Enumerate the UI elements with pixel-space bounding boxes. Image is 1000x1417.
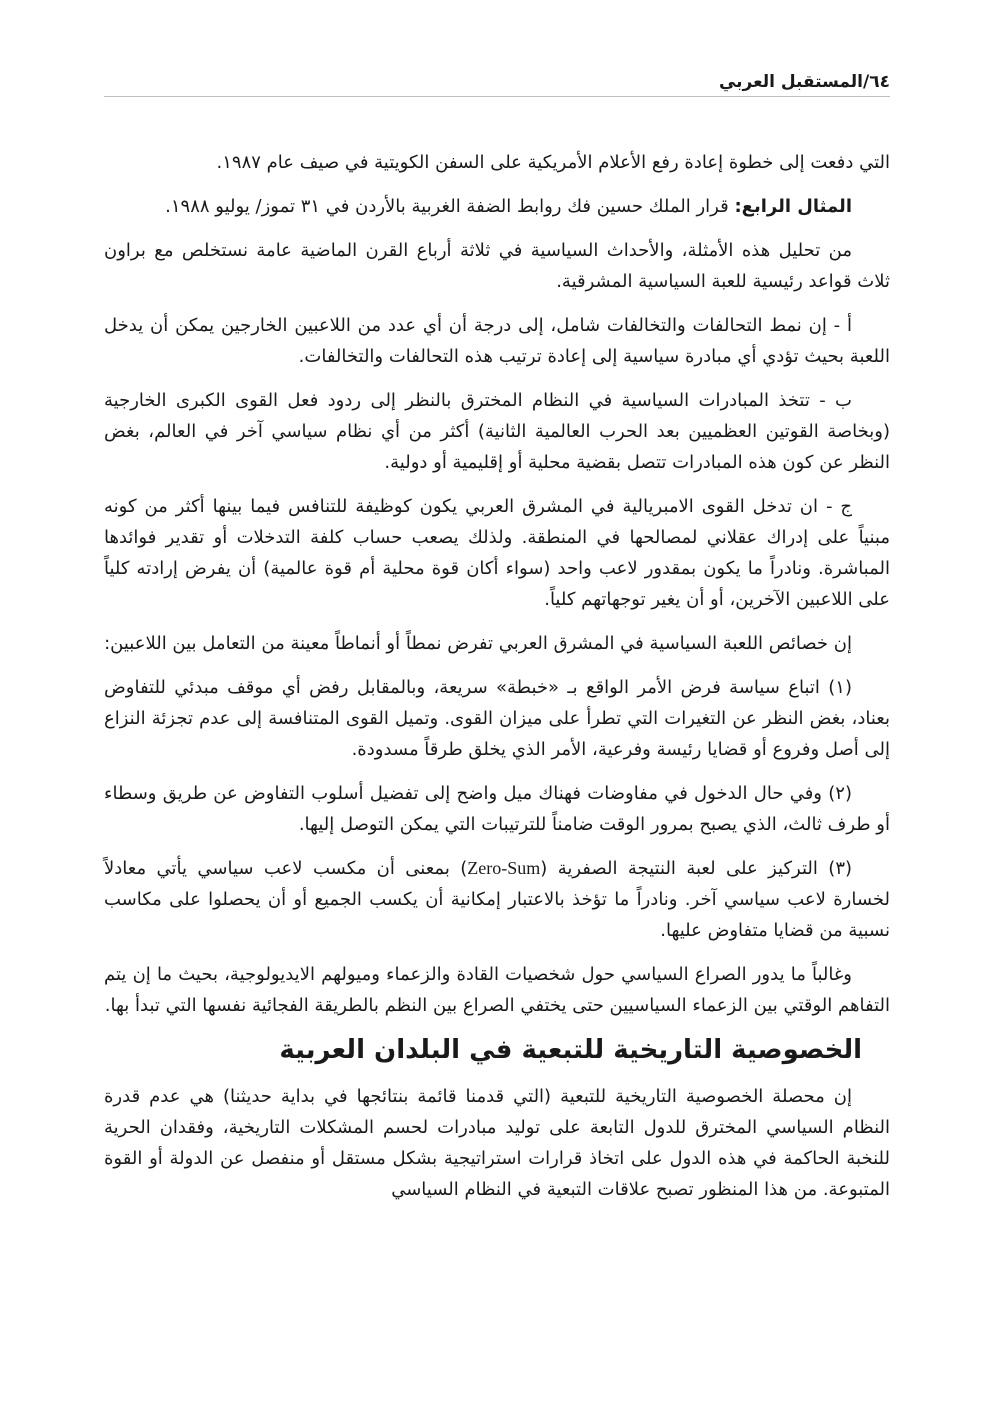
paragraph-rule-a: أ - إن نمط التحالفات والتخالفات شامل، إلى درجة أن أي عدد من اللاعبين الخارجين يمكن أن يدخل اللعبة بحيث تؤدي أي مبادرة سياسية إلى إعادة ترتيب هذه التحالفات والتخالفات. [104, 315, 890, 367]
paragraph-pattern-1: (١) اتباع سياسة فرض الأمر الواقع بـ «خبطة» سريعة، وبالمقابل رفض أي موقف مبدئي للتفاوض بعناد، بغض النظر عن التغيرات التي تطرأ على ميزان القوى. وتميل القوى المتنافسة إلى عدم تجزئة النزاع إلى أصل وفروع أو قضايا رئيسة وفرعية، الأمر الذي يخلق طرقاً مسدودة. [104, 677, 890, 760]
zero-sum-term: Zero-Sum [467, 858, 541, 878]
paragraph-pattern-3 [104, 853, 890, 946]
paragraph-rule-c: ج - ان تدخل القوى الامبريالية في المشرق العربي يكون كوظيفة للتنافس فيما بينها أكثر من كونه مبنياً على إدراك عقلاني لمصالحها في المنطقة. ولذلك يصعب حساب كلفة التدخلات أو تقدير فوائدها المباشرة. ونادراً ما يكون بمقدور لاعب واحد (سواء أكان قوة محلية أم قوة عالمية) أن يفرض إرادته كلياً على اللاعبين الآخرين، أو أن يغير توجهاتهم كلياً. [104, 496, 890, 610]
running-head: ٦٤/المستقبل العربي [104, 72, 890, 97]
body-text [104, 147, 890, 1205]
example-four-label: المثال الرابع: [734, 196, 852, 217]
paragraph-rule-b: ب - تتخذ المبادرات السياسية في النظام المخترق بالنظر إلى ردود فعل القوى الكبرى الخارجية (وبخاصة القوتين العظميين بعد الحرب العالمية الثانية) أكثر من أي نظام سياسي آخر في العالم، بغض النظر عن كون هذه المبادرات تتصل بقضية محلية أو إقليمية أو دولية. [104, 390, 890, 473]
paragraph-final: إن محصلة الخصوصية التاريخية للتبعية (التي قدمنا قائمة بنتائجها في بداية حديثنا) هي عدم قدرة النظام السياسي المخترق للدول التابعة على توليد مبادرات لحسم المشكلات التاريخية، وفقدان الحرية للنخبة الحاكمة في هذه الدول على اتخاذ قرارات استراتيجية بشكل مستقل أو منفصل عن الدولة أو القوة المتبوعة. من هذا المنظور تصبح علاقات التبعية في النظام السياسي [104, 1086, 890, 1200]
paragraph-1: التي دفعت إلى خطوة إعادة رفع الأعلام الأمريكية على السفن الكويتية في صيف عام ١٩٨٧. [216, 152, 890, 173]
paragraph-leaders-conflict: وغالباً ما يدور الصراع السياسي حول شخصيات القادة والزعماء وميولهم الايديولوجية، بحيث ما إن يتم التفاهم الوقتي بين الزعماء السياسيين حتى يختفي الصراع بين النظم بالطريقة الفجائية نفسها التي تبدأ بها. [104, 964, 890, 1016]
paragraph-2 [104, 191, 890, 222]
paragraph-3: من تحليل هذه الأمثلة، والأحداث السياسية في ثلاثة أرباع القرن الماضية عامة نستخلص مع براون ثلاث قواعد رئيسية للعبة السياسية المشرقية. [104, 240, 890, 292]
pattern-3-after: ) بمعنى أن مكسب لاعب سياسي يأتي معادلاً لخسارة لاعب سياسي آخر. ونادراً ما تؤخذ بالاعتبار إمكانية أن يكسب الجميع أو أن يحصلوا على مكاسب نسبية من قضايا متفاوض عليها. [104, 858, 890, 941]
section-heading: الخصوصية التاريخية للتبعية في البلدان العربية [279, 1035, 862, 1065]
paragraph-game-patterns: إن خصائص اللعبة السياسية في المشرق العربي تفرض نمطاً أو أنماطاً معينة من التعامل بين اللاعبين: [104, 633, 852, 654]
paragraph-pattern-2: (٢) وفي حال الدخول في مفاوضات فهناك ميل واضح إلى تفضيل أسلوب التفاوض عن طريق وسطاء أو طرف ثالث، الذي يصبح بمرور الوقت ضامناً للترتيبات التي يمكن التوصل إليها. [104, 783, 890, 835]
paragraph-2-text: قرار الملك حسين فك روابط الضفة الغربية بالأردن في ٣١ تموز/ يوليو ١٩٨٨. [165, 196, 735, 217]
pattern-3-before: (٣) التركيز على لعبة النتيجة الصفرية ( [540, 858, 853, 879]
document-page [104, 60, 890, 1218]
